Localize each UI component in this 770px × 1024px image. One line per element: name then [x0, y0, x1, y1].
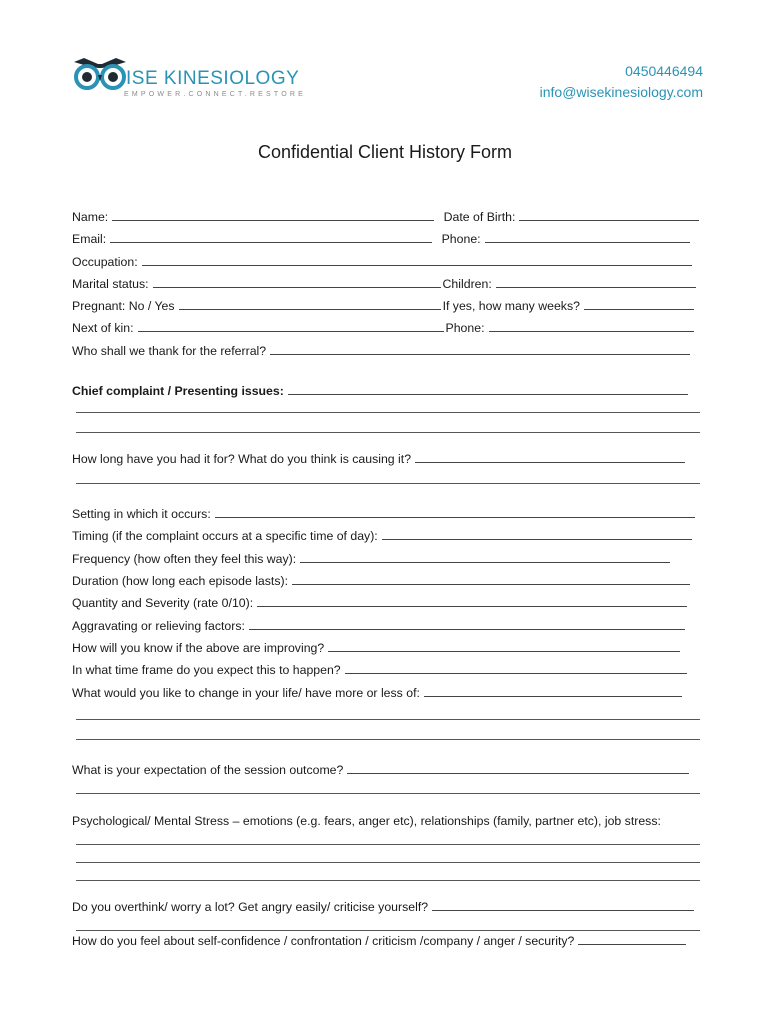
next-of-kin-row: [72, 319, 700, 337]
confidence-row: [72, 932, 700, 950]
chief-complaint-line-3[interactable]: [76, 432, 700, 433]
psych-label: Psychological/ Mental Stress – emotions (e.g. fears, anger etc), relationships (family, partner etc), job stress:: [72, 814, 661, 828]
confidence-label: How do you feel about self-confidence / confrontation / criticism /company / anger / security?: [72, 934, 575, 948]
expectation-row: [72, 761, 700, 779]
how-long-label: How long have you had it for? What do you think is causing it?: [72, 452, 412, 466]
name-field[interactable]: [112, 209, 434, 221]
duration-field[interactable]: [292, 573, 690, 585]
logo-text: ISE KINESIOLOGY: [126, 68, 300, 89]
chief-complaint-label: Chief complaint / Presenting issues:: [72, 384, 284, 398]
name-label: Name:: [72, 210, 109, 224]
weeks-label: If yes, how many weeks?: [442, 299, 580, 313]
occupation-label: Occupation:: [72, 255, 138, 269]
aggravating-field[interactable]: [249, 618, 685, 630]
psych-row: [72, 812, 700, 830]
phone-field[interactable]: [485, 231, 690, 243]
change-label: What would you like to change in your life/ have more or less of:: [72, 686, 420, 700]
how-long-field[interactable]: [415, 451, 685, 463]
phone-label: Phone:: [441, 232, 481, 246]
phone2-label: Phone:: [445, 321, 485, 335]
change-row: [72, 684, 700, 702]
timing-label: Timing (if the complaint occurs at a specific time of day):: [72, 529, 378, 543]
psych-line-3[interactable]: [76, 880, 700, 881]
wise-kinesiology-logo: [72, 56, 306, 100]
overthink-field[interactable]: [432, 899, 694, 911]
chief-complaint-line-2[interactable]: [76, 412, 700, 413]
duration-row: [72, 572, 700, 590]
chief-complaint-row: [72, 382, 700, 400]
expectation-line-2[interactable]: [76, 793, 700, 794]
occupation-field[interactable]: [142, 254, 692, 266]
quantity-label: Quantity and Severity (rate 0/10):: [72, 596, 254, 610]
how-long-row: [72, 450, 700, 468]
email-row: [72, 230, 700, 248]
next-of-kin-field[interactable]: [138, 320, 444, 332]
psych-line-1[interactable]: [76, 844, 700, 845]
frequency-label: Frequency (how often they feel this way):: [72, 552, 297, 566]
setting-label: Setting in which it occurs:: [72, 507, 211, 521]
expectation-label: What is your expectation of the session outcome?: [72, 763, 344, 777]
aggravating-label: Aggravating or relieving factors:: [72, 619, 245, 633]
phone2-field[interactable]: [489, 320, 694, 332]
quantity-row: [72, 594, 700, 612]
quantity-field[interactable]: [257, 595, 687, 607]
next-of-kin-label: Next of kin:: [72, 321, 134, 335]
email-label: Email:: [72, 232, 107, 246]
dob-label: Date of Birth:: [443, 210, 516, 224]
setting-row: [72, 505, 700, 523]
weeks-field[interactable]: [584, 298, 694, 310]
expectation-field[interactable]: [347, 762, 689, 774]
timeframe-row: [72, 661, 700, 679]
timeframe-label: In what time frame do you expect this to happen?: [72, 663, 341, 677]
marital-label: Marital status:: [72, 277, 149, 291]
change-line-3[interactable]: [76, 739, 700, 740]
referral-field[interactable]: [270, 343, 690, 355]
overthink-row: [72, 898, 700, 916]
setting-field[interactable]: [215, 506, 695, 518]
improving-row: [72, 639, 700, 657]
overthink-label: Do you overthink/ worry a lot? Get angry easily/ criticise yourself?: [72, 900, 429, 914]
children-field[interactable]: [496, 276, 696, 288]
overthink-line-2[interactable]: [76, 930, 700, 931]
chief-complaint-field[interactable]: [288, 383, 688, 395]
owl-icon: [72, 56, 128, 92]
frequency-row: [72, 550, 700, 568]
form-title: Confidential Client History Form: [257, 142, 513, 162]
how-long-line-2[interactable]: [76, 483, 700, 484]
logo-tagline: EMPOWER.CONNECT.RESTORE: [124, 91, 306, 98]
duration-label: Duration (how long each episode lasts):: [72, 574, 289, 588]
pregnant-field[interactable]: [179, 298, 441, 310]
dob-field[interactable]: [519, 209, 699, 221]
improving-field[interactable]: [328, 640, 680, 652]
name-row: [72, 208, 700, 226]
marital-field[interactable]: [153, 276, 441, 288]
improving-label: How will you know if the above are improving?: [72, 641, 325, 655]
change-field[interactable]: [424, 685, 682, 697]
change-line-2[interactable]: [76, 719, 700, 720]
referral-label: Who shall we thank for the referral?: [72, 344, 267, 358]
pregnant-label: Pregnant: No / Yes: [72, 299, 175, 313]
confidence-field[interactable]: [578, 933, 686, 945]
timing-field[interactable]: [382, 528, 692, 540]
pregnant-row: [72, 297, 700, 315]
occupation-row: [72, 253, 700, 271]
contact-block: [540, 61, 703, 103]
timing-row: [72, 527, 700, 545]
children-label: Children:: [442, 277, 492, 291]
contact-phone: 0450446494: [625, 63, 703, 79]
marital-row: [72, 275, 700, 293]
aggravating-row: [72, 617, 700, 635]
frequency-field[interactable]: [300, 551, 670, 563]
contact-email[interactable]: info@wisekinesiology.com: [539, 84, 703, 100]
email-field[interactable]: [110, 231, 432, 243]
timeframe-field[interactable]: [345, 662, 687, 674]
psych-line-2[interactable]: [76, 862, 700, 863]
referral-row: [72, 342, 700, 360]
